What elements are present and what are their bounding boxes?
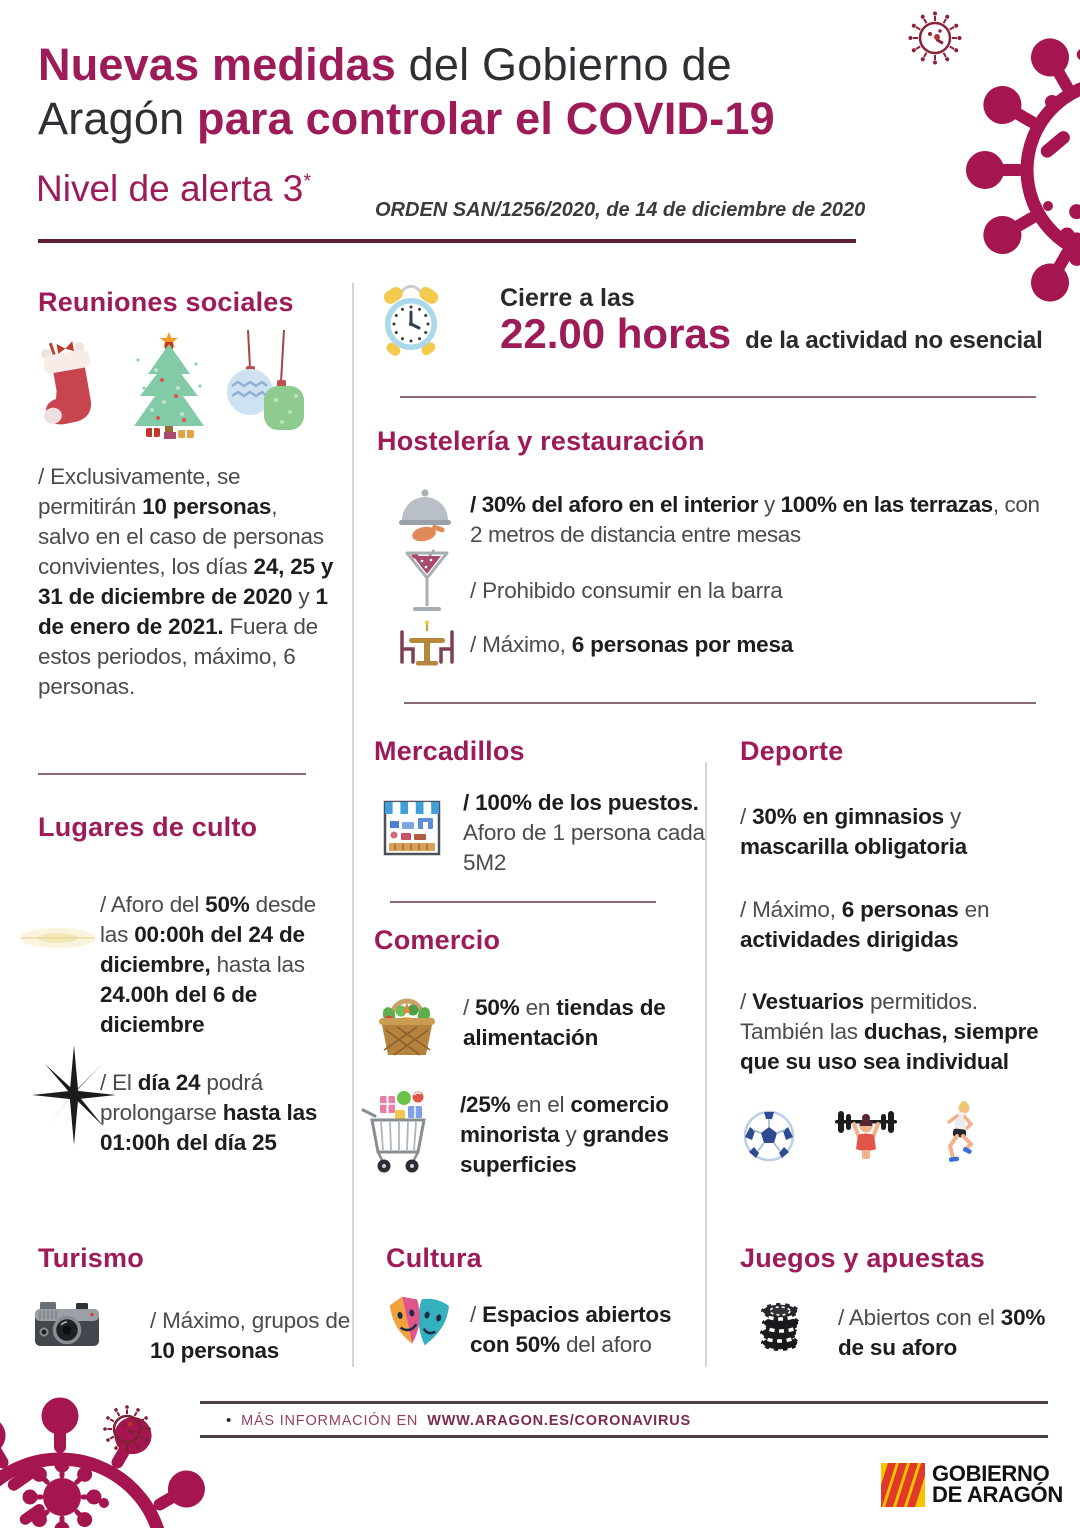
heading-culto: Lugares de culto	[38, 812, 258, 842]
heading-turismo: Turismo	[38, 1243, 144, 1273]
heading-juegos: Juegos y apuestas	[740, 1243, 986, 1273]
turismo-text: / Máximo, grupos de 10 personas	[150, 1308, 351, 1363]
soccer-ball-icon	[743, 1110, 795, 1162]
virus-icon	[890, 0, 1080, 330]
heading-deporte: Deporte	[740, 736, 844, 766]
market-stall-icon	[382, 795, 442, 859]
poker-chips-icon	[752, 1286, 808, 1364]
hosteleria-text-2: / Prohibido consumir en la barra	[470, 578, 783, 603]
header-divider	[38, 239, 856, 243]
alert-asterisk: *	[303, 170, 312, 193]
cocktail-icon	[404, 548, 450, 622]
heading-mercadillos: Mercadillos	[374, 736, 525, 766]
divider-vertical	[352, 283, 354, 1367]
reuniones-text: / Exclusivamente, se permitirán 10 personas, salvo en el caso de personas convivientes, los días 24, 25 y 31 de diciembre de 2020 y 1 de enero de 2021. Fuera de estos periodos, máximo, 6 personas.	[38, 464, 334, 699]
footer-divider-top	[200, 1401, 1048, 1404]
comercio-text-2: /25% en el comercio minorista y grandes superficies	[460, 1092, 669, 1177]
table-chairs-icon	[394, 620, 460, 674]
divider	[400, 396, 1036, 398]
stocking-icon	[36, 336, 108, 438]
culto-text-1: / Aforo del 50% desde las 00:00h del 24 de diciembre, hasta las 24.00h del 6 de diciembre	[100, 892, 316, 1037]
ornaments-icon	[220, 330, 308, 436]
closure-time-row	[500, 310, 1043, 358]
theater-masks-icon	[386, 1293, 452, 1355]
logo-line-1: GOBIERNO	[932, 1461, 1050, 1486]
heading-cultura: Cultura	[386, 1243, 482, 1273]
deporte-text-2: / Máximo, 6 personas en actividades dirigidas	[740, 897, 990, 952]
grocery-basket-icon	[375, 990, 439, 1058]
christmas-tree-icon	[126, 330, 212, 442]
title-accent-1: Nuevas medidas	[38, 39, 396, 90]
heading-comercio: Comercio	[374, 925, 501, 955]
footer-divider-bottom	[200, 1435, 1048, 1438]
alert-level: Nivel de alerta 3*	[36, 168, 312, 209]
divider-vertical	[705, 762, 707, 1367]
deporte-text-3: / Vestuarios permitidos. También las duchas, siempre que su uso sea individual	[740, 989, 1039, 1074]
closure-intro: Cierre a las	[500, 284, 635, 312]
closure-suffix: de la actividad no esencial	[745, 327, 1043, 354]
comercio-text-1: / 50% en tiendas de alimentación	[463, 995, 666, 1050]
title-plain-1: del Gobierno de	[395, 39, 732, 90]
running-icon	[936, 1100, 982, 1166]
serving-cloche-icon	[398, 488, 452, 546]
camera-icon	[34, 1300, 100, 1356]
closure-time: 22.00 horas	[500, 310, 732, 357]
virus-icon-bottom	[0, 1385, 320, 1528]
bullet-icon: •	[226, 1412, 233, 1429]
hosteleria-text-1: / 30% del aforo en el interior y 100% en las terrazas, con 2 metros de distancia entre mesas	[470, 492, 1040, 547]
cultura-text: / Espacios abiertos con 50% del aforo	[470, 1302, 672, 1357]
candle-glow-icon	[16, 912, 100, 964]
divider	[404, 702, 1036, 704]
mercadillos-text: / 100% de los puestos. Aforo de 1 persona cada 5M2	[463, 790, 705, 875]
shopping-cart-icon	[360, 1088, 436, 1182]
juegos-text: / Abiertos con el 30% de su aforo	[838, 1305, 1046, 1360]
heading-hosteleria: Hostelería y restauración	[377, 426, 705, 456]
aragon-flag-icon	[880, 1462, 926, 1508]
hosteleria-text-3: / Máximo, 6 personas por mesa	[470, 632, 794, 657]
order-reference: ORDEN SAN/1256/2020, de 14 de diciembre de 2020	[375, 199, 866, 221]
footer-url[interactable]: WWW.ARAGON.ES/CORONAVIRUS	[427, 1412, 692, 1429]
divider	[38, 773, 306, 775]
divider	[390, 901, 656, 903]
government-logo	[932, 1463, 1063, 1505]
deporte-text-1: / 30% en gimnasios y mascarilla obligatoria	[740, 804, 967, 859]
heading-reuniones: Reuniones sociales	[38, 287, 294, 317]
title-plain-2: Aragón	[38, 93, 198, 144]
alarm-clock-icon	[378, 282, 444, 358]
title-accent-2: para controlar el COVID-19	[197, 93, 775, 144]
weightlifting-icon	[833, 1105, 899, 1165]
page-title	[38, 38, 878, 146]
culto-text-2: / El día 24 podrá prolongarse hasta las 01:00h del día 25	[100, 1070, 318, 1155]
logo-line-2: DE ARAGÓN	[932, 1482, 1063, 1507]
footer-info-label: MÁS INFORMACIÓN EN	[241, 1412, 419, 1429]
